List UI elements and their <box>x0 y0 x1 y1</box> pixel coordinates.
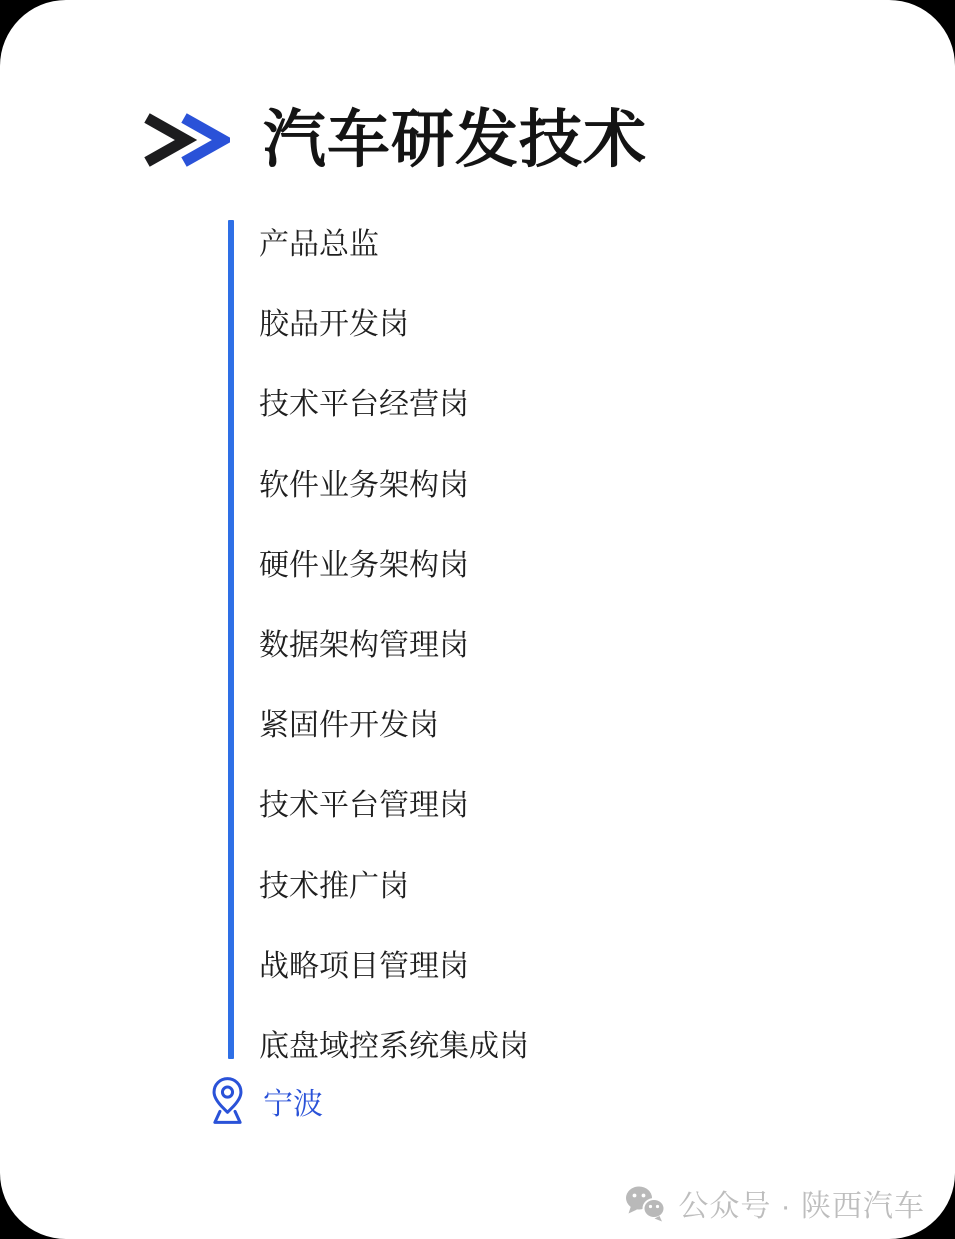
position-list-item: 技术平台经营岗 <box>259 388 469 422</box>
position-list-item: 技术推广岗 <box>259 869 409 903</box>
page-title: 汽车研发技术 <box>263 104 647 175</box>
position-list-item: 数据架构管理岗 <box>259 629 469 663</box>
position-list-item: 软件业务架构岗 <box>259 468 469 502</box>
position-list-item: 胶品开发岗 <box>259 308 409 342</box>
positions-list <box>228 201 828 1083</box>
wechat-icon <box>624 1185 666 1222</box>
positions-section <box>228 201 828 1083</box>
watermark <box>624 1181 925 1225</box>
position-list-item: 硬件业务架构岗 <box>259 548 469 582</box>
position-list-item: 产品总监 <box>259 228 379 262</box>
position-list-item: 底盘域控系统集成岗 <box>259 1029 529 1063</box>
position-list-item: 技术平台管理岗 <box>259 789 469 823</box>
watermark-text: 公众号 · 陕西汽车 <box>678 1190 925 1223</box>
location-row <box>209 1076 323 1125</box>
position-list-item: 战略项目管理岗 <box>259 949 469 983</box>
position-list-item: 紧固件开发岗 <box>259 709 439 743</box>
vertical-accent-line <box>228 220 234 1059</box>
header <box>141 102 647 178</box>
map-pin-icon <box>209 1076 246 1125</box>
double-chevron-right-icon <box>141 112 230 168</box>
location-label: 宁波 <box>263 1087 323 1121</box>
